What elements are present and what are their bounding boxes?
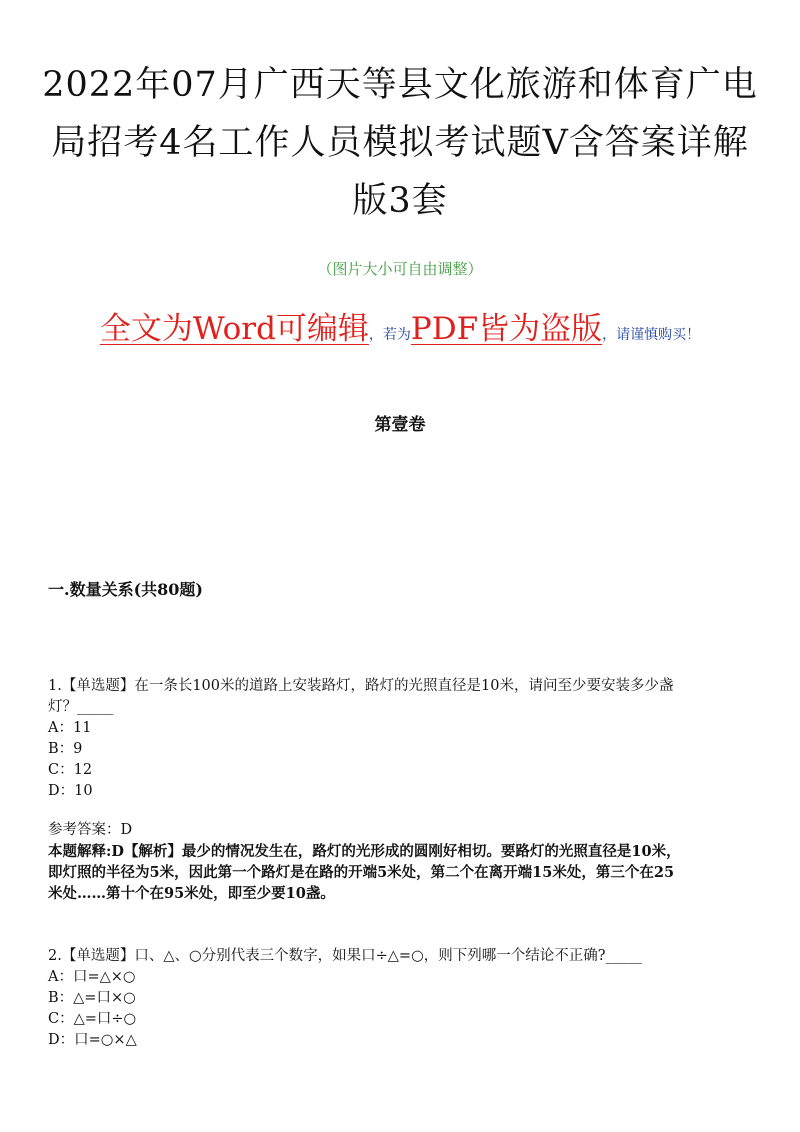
option-c: C：△=口÷○: [48, 1011, 137, 1027]
title-line-2: 局招考4名工作人员模拟考试题V含答案详解: [51, 123, 749, 163]
notice-pdf-pirated: PDF皆为盗版: [410, 311, 603, 347]
question-stem-line-2: 灯？_____: [48, 699, 114, 715]
subtitle-note: （图片大小可自由调整）: [317, 260, 483, 278]
notice-caution: ，请谨慎购买！: [602, 327, 701, 343]
title-line-3: 版3套: [352, 181, 448, 221]
question-2: [48, 946, 754, 1051]
option-a: A：11: [48, 720, 92, 736]
option-c: C：12: [48, 762, 93, 778]
explanation-line-1: 本题解释:D【解析】最少的情况发生在，路灯的光形成的圆刚好相切。要路灯的光照直径是10米，: [48, 843, 681, 860]
reference-answer: 参考答案：D: [48, 822, 133, 838]
explanation-line-2: 即灯照的半径为5米，因此第一个路灯是在路的开端5米处，第二个在离开端15米处，第三个在25: [48, 864, 675, 881]
edit-notice: [0, 303, 800, 348]
option-a: A：口=△×○: [48, 969, 136, 985]
notice-word-editable: 全文为Word可编辑: [99, 311, 369, 347]
option-d: D：10: [48, 783, 93, 799]
question-stem-line-1: 1.【单选题】在一条长100米的道路上安装路灯，路灯的光照直径是10米，请问至少要安装多少盏: [48, 678, 674, 694]
option-b: B：9: [48, 741, 83, 757]
option-b: B：△=口×○: [48, 990, 136, 1006]
volume-title: 第壹卷: [374, 415, 426, 435]
answer-block: [48, 820, 754, 904]
option-d: D：口=○×△: [48, 1032, 137, 1048]
notice-connector: ，若为: [368, 327, 411, 343]
document-title: [40, 56, 760, 230]
question-stem-line-1: 2.【单选题】口、△、○分别代表三个数字，如果口÷△=○，则下列哪一个结论不正确?_____: [48, 948, 642, 964]
section-heading: 一.数量关系(共80题): [48, 580, 203, 599]
question-1: [48, 676, 754, 904]
title-line-1: 2022年07月广西天等县文化旅游和体育广电: [42, 65, 758, 105]
explanation-line-3: 米处……第十个在95米处，即至少要10盏。: [48, 885, 335, 902]
